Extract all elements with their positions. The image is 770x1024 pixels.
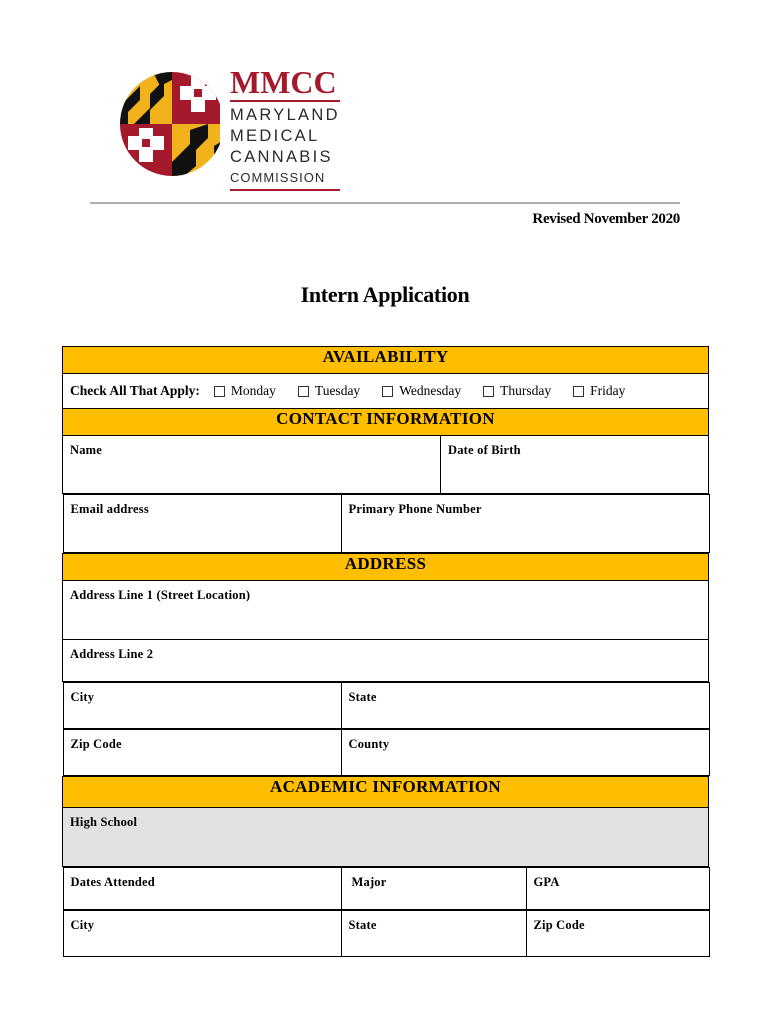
dates-attended-label: Dates Attended [70, 875, 155, 889]
academic-header-row [63, 777, 709, 808]
academic-state-label: State [348, 918, 377, 932]
name-label: Name [70, 443, 103, 457]
checkbox-thursday[interactable] [483, 383, 551, 399]
logo-line-3: CANNABIS [230, 148, 333, 166]
state-label: State [348, 690, 377, 704]
section-availability: AVAILABILITY [63, 347, 709, 374]
dates-attended-field[interactable] [63, 868, 341, 910]
city-label: City [70, 690, 95, 704]
contact-row-1 [63, 436, 709, 494]
availability-header-row [63, 347, 709, 374]
county-label: County [348, 737, 390, 751]
contact-row-2 [63, 494, 709, 554]
academic-state-field[interactable] [341, 911, 526, 957]
academic-city-label: City [70, 918, 95, 932]
city-field[interactable] [63, 683, 341, 729]
academic-zip-field[interactable] [526, 911, 709, 957]
academic-row-2 [63, 910, 709, 957]
major-label: Major [351, 875, 387, 889]
application-form [62, 346, 708, 957]
section-academic: ACADEMIC INFORMATION [63, 777, 709, 808]
header-divider [90, 202, 680, 204]
checkbox-icon[interactable] [573, 386, 584, 397]
academic-zip-label: Zip Code [533, 918, 585, 932]
address-line1-field[interactable] [63, 581, 709, 640]
phone-field[interactable] [341, 495, 709, 553]
address-line1-label: Address Line 1 (Street Location) [70, 588, 251, 602]
day-label: Thursday [500, 383, 552, 398]
academic-row-1 [63, 867, 709, 911]
checkbox-icon[interactable] [382, 386, 393, 397]
logo-rule-bottom [230, 189, 340, 191]
address-line2-field[interactable] [63, 640, 709, 682]
maryland-flag-circle-icon [120, 66, 220, 178]
logo-line-1: MARYLAND [230, 106, 340, 124]
state-field[interactable] [341, 683, 709, 729]
logo-rule [230, 100, 340, 102]
address-line2-row [63, 640, 709, 682]
checkbox-icon[interactable] [298, 386, 309, 397]
high-school-label: High School [70, 815, 138, 829]
availability-cell [63, 374, 709, 409]
day-label: Friday [590, 383, 626, 398]
checkbox-monday[interactable] [214, 383, 276, 399]
section-address: ADDRESS [63, 554, 709, 581]
high-school-row [63, 808, 709, 867]
county-field[interactable] [341, 730, 709, 776]
major-field[interactable] [341, 868, 526, 910]
academic-city-field[interactable] [63, 911, 341, 957]
form-table [62, 346, 709, 957]
email-field[interactable] [63, 495, 341, 553]
address-zip-row [63, 729, 709, 777]
logo-text [230, 66, 340, 191]
address-header-row [63, 554, 709, 581]
logo-line-2: MEDICAL [230, 127, 320, 145]
address-line2-label: Address Line 2 [70, 647, 154, 661]
address-line1-row [63, 581, 709, 640]
high-school-field[interactable] [63, 808, 709, 867]
day-label: Monday [230, 383, 276, 398]
address-city-row [63, 682, 709, 730]
gpa-field[interactable] [526, 868, 709, 910]
checkbox-tuesday[interactable] [298, 383, 360, 399]
gpa-label: GPA [533, 875, 560, 889]
phone-label: Primary Phone Number [348, 502, 482, 516]
dob-field[interactable] [441, 436, 709, 494]
mmcc-logo [120, 64, 350, 185]
logo-abbr: MMCC [230, 64, 337, 100]
day-label: Tuesday [314, 383, 361, 398]
email-label: Email address [70, 502, 149, 516]
checkbox-wednesday[interactable] [382, 383, 461, 399]
section-contact: CONTACT INFORMATION [63, 409, 709, 436]
logo-line-4: COMMISSION [230, 170, 326, 185]
availability-prompt: Check All That Apply: [70, 383, 200, 398]
page-title: Intern Application [300, 282, 470, 307]
checkbox-icon[interactable] [214, 386, 225, 397]
revised-date: Revised November 2020 [532, 211, 680, 227]
zip-label: Zip Code [70, 737, 122, 751]
name-field[interactable] [63, 436, 441, 494]
contact-header-row [63, 409, 709, 436]
checkbox-friday[interactable] [573, 383, 625, 399]
zip-field[interactable] [63, 730, 341, 776]
dob-label: Date of Birth [448, 443, 521, 457]
day-label: Wednesday [399, 383, 462, 398]
availability-row [63, 374, 709, 409]
checkbox-icon[interactable] [483, 386, 494, 397]
